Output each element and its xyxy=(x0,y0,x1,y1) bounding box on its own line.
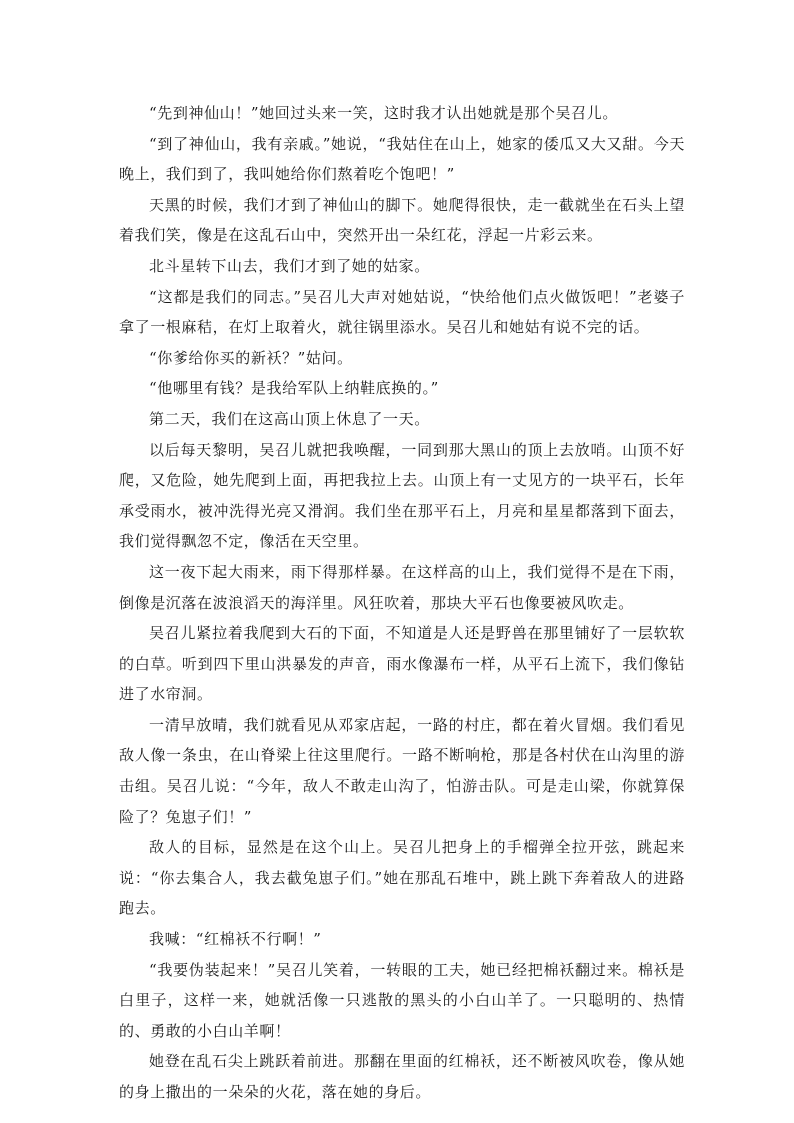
paragraph: 天黑的时候，我们才到了神仙山的脚下。她爬得很快，走一截就坐在石头上望着我们笑，像是在这乱石山中，突然开出一朵红花，浮起一片彩云来。 xyxy=(119,195,685,245)
paragraph: “你爹给你买的新袄？”姑问。 xyxy=(149,348,353,367)
paragraph: “先到神仙山！”她回过头来一笑，这时我才认出她就是那个吴召儿。 xyxy=(149,104,618,122)
paragraph: 第二天，我们在这高山顶上休息了一天。 xyxy=(149,409,430,428)
paragraph: 以后每天黎明，吴召儿就把我唤醒，一同到那大黑山的顶上去放哨。山顶不好爬，又危险，她先爬到上面，再把我拉上去。山顶上有一丈见方的一块平石，长年承受雨水，被冲洗得光亮又滑润。我们坐在那平石上，月亮和星星都落到下面去，我们觉得飘忽不定，像活在天空里。 xyxy=(119,440,685,551)
paragraph: “到了神仙山，我有亲戚。”她说，“我姑住在山上，她家的倭瓜又大又甜。今天晚上，我们到了，我叫她给你们熬着吃个饱吧！” xyxy=(119,134,685,184)
paragraph: 这一夜下起大雨来，雨下得那样暴。在这样高的山上，我们觉得不是在下雨，倒像是沉落在波浪滔天的海洋里。风狂吹着，那块大平石也像要被风吹走。 xyxy=(119,562,685,612)
paragraph: 敌人的目标，显然是在这个山上。吴召儿把身上的手榴弹全拉开弦，跳起来说：“你去集合人，我去截兔崽子们。”她在那乱石堆中，跳上跳下奔着敌人的进路跑去。 xyxy=(119,838,685,918)
paragraph: 她登在乱石尖上跳跃着前进。那翻在里面的红棉袄，还不断被风吹卷，像从她的身上撒出的一朵朵的火花，落在她的身后。 xyxy=(119,1052,685,1101)
document-body xyxy=(119,98,685,1108)
paragraph: 吴召儿紧拉着我爬到大石的下面，不知道是人还是野兽在那里铺好了一层软软的白草。听到四下里山洪暴发的声音，雨水像瀑布一样，从平石上流下，我们像钻进了水帘洞。 xyxy=(119,624,685,704)
paragraph: “这都是我们的同志。”吴召儿大声对她姑说，“快给他们点火做饭吧！”老婆子拿了一根麻秸，在灯上取着火，就往锅里添水。吴召儿和她姑有说不完的话。 xyxy=(119,287,685,337)
paragraph: “我要伪装起来！”吴召儿笑着，一转眼的工夫，她已经把棉袄翻过来。棉袄是白里子，这样一来，她就活像一只逃散的黑头的小白山羊了。一只聪明的、热情的、勇敢的小白山羊啊！ xyxy=(119,960,685,1040)
paragraph: 北斗星转下山去，我们才到了她的姑家。 xyxy=(149,256,430,275)
paragraph: 我喊：“红棉袄不行啊！” xyxy=(149,930,322,949)
paragraph: 一清早放晴，我们就看见从邓家店起，一路的村庄，都在着火冒烟。我们看见敌人像一条虫，在山脊梁上往这里爬行。一路不断响枪，那是各村伏在山沟里的游击组。吴召儿说：“今年，敌人不敢走山沟了，怕游击队。可是走山梁，你就算保险了？兔崽子们！” xyxy=(119,715,685,826)
paragraph: “他哪里有钱？是我给军队上纳鞋底换的。” xyxy=(149,379,439,398)
